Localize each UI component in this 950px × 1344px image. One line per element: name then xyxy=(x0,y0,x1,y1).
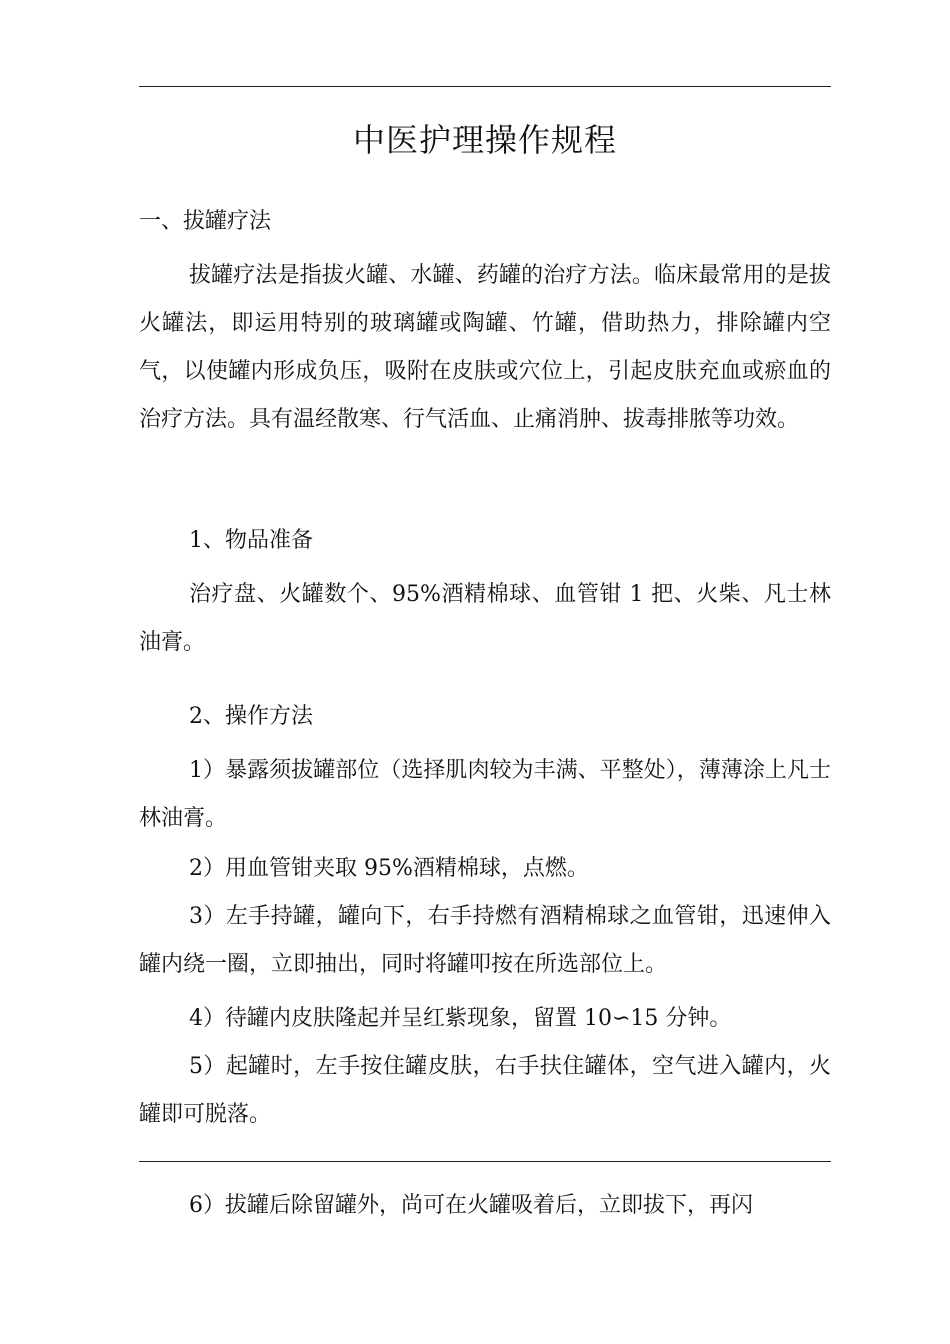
step-item: 6）拔罐后除留罐外，尚可在火罐吸着后，立即拔下，再闪 xyxy=(189,1193,753,1218)
materials-paragraph: 治疗盘、火罐数个、95%酒精棉球、血管钳 1 把、火柴、凡士林油膏。 xyxy=(139,582,831,655)
step-item: 5）起罐时，左手按住罐皮肤，右手扶住罐体，空气进入罐内，火罐即可脱落。 xyxy=(139,1054,831,1127)
document-title: 中医护理操作规程 xyxy=(352,121,617,159)
subsection-heading-materials: 1、物品准备 xyxy=(189,528,313,553)
step-item: 4）待罐内皮肤隆起并呈红紫现象，留置 10∽15 分钟。 xyxy=(189,1006,732,1031)
intro-paragraph: 拔罐疗法是指拔火罐、水罐、药罐的治疗方法。临床最常用的是拔火罐法，即运用特别的玻璃罐或陶罐、竹罐，借助热力，排除罐内空气，以使罐内形成负压，吸附在皮肤或穴位上，引起皮肤充血或瘀血的治疗方法。具有温经散寒、行气活血、止痛消肿、拔毒排脓等功效。 xyxy=(139,263,831,432)
section-heading: 一、拔罐疗法 xyxy=(139,209,272,234)
header-rule xyxy=(139,86,831,87)
step-item: 2）用血管钳夹取 95%酒精棉球，点燃。 xyxy=(189,856,589,881)
page-break-rule xyxy=(139,1161,831,1162)
subsection-heading-method: 2、操作方法 xyxy=(189,704,313,729)
step-item: 3）左手持罐，罐向下，右手持燃有酒精棉球之血管钳，迅速伸入罐内绕一圈，立即抽出，同时将罐叩按在所选部位上。 xyxy=(139,904,831,977)
step-item: 1）暴露须拔罐部位（选择肌肉较为丰满、平整处），薄薄涂上凡士林油膏。 xyxy=(139,758,831,831)
